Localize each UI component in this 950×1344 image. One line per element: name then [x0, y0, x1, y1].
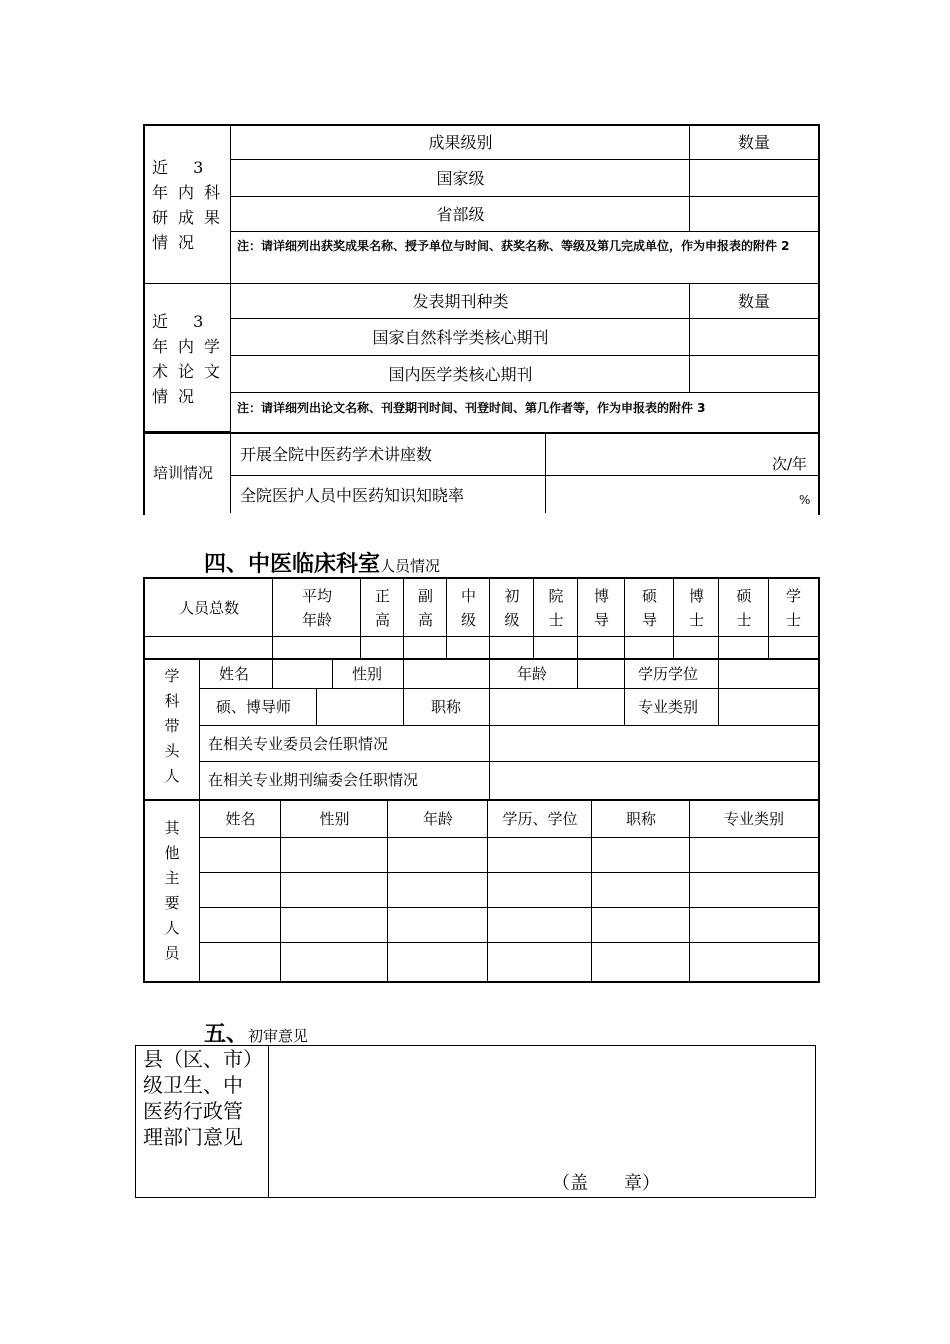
- research-row-provincial-text: 省部级: [436, 205, 485, 224]
- section5-heading: [204, 1017, 308, 1048]
- papers-note: 注：请详细列出论文名称、刊登期刊时间、刊登时间、第几作者等，作为申报表的附件 3: [237, 401, 706, 415]
- leader-title-label: 职称: [431, 698, 462, 716]
- research-header-count-text: 数量: [737, 133, 770, 152]
- others-header-specialty: 专业类别: [723, 810, 784, 828]
- leader-name-value[interactable]: [273, 660, 333, 689]
- section4-subtitle: 人员情况: [380, 557, 441, 575]
- review-seal: （盖 章）: [552, 1173, 660, 1194]
- research-note-rule: [231, 232, 818, 284]
- papers-header-type-text: 发表期刊种类: [412, 292, 509, 311]
- staff-header-total: 人员总数: [178, 599, 239, 617]
- others-row[interactable]: [200, 873, 818, 908]
- papers-row-medical-text: 国内医学类核心期刊: [388, 365, 533, 384]
- leader-supervisor-label: 硕、博导师: [216, 698, 292, 716]
- staff-header-phd: 博 士: [688, 587, 704, 629]
- research-row-national-count[interactable]: [690, 160, 818, 197]
- training-row-lectures-label: 开展全院中医药学术讲座数: [240, 445, 433, 464]
- others-header-age: 年龄: [422, 810, 453, 828]
- leader-supervisor-value[interactable]: [317, 689, 404, 726]
- papers-row-natural-science-count[interactable]: [690, 319, 818, 356]
- research-row-national-text: 国家级: [436, 169, 485, 188]
- leader-specialty-value[interactable]: [719, 689, 818, 726]
- papers-header-count-text: 数量: [737, 292, 770, 311]
- research-header-level-text: 成果级别: [428, 133, 493, 152]
- leader-block-rule: [145, 762, 818, 801]
- leader-age-label: 年龄: [517, 665, 548, 683]
- staff-header-phd-supervisor: 博 导: [593, 587, 609, 629]
- section4-heading: [204, 547, 440, 578]
- papers-row-medical-count[interactable]: [690, 356, 818, 393]
- section5-title: 五、: [204, 1022, 249, 1047]
- section4-title: 四、中医临床科室: [204, 552, 381, 577]
- staff-header-mid: 中 级: [460, 587, 476, 629]
- leader-committee-label: 在相关专业委员会任职情况: [208, 735, 389, 753]
- staff-header-senior: 正 高: [374, 587, 390, 629]
- staff-header-master: 硕 士: [736, 587, 752, 629]
- leader-label: 学 科 带 头 人: [164, 667, 180, 785]
- leader-gender-label: 性别: [352, 665, 383, 683]
- others-label: 其 他 主 要 人 员: [164, 819, 180, 962]
- staff-header-ms-supervisor: 硕 导: [641, 587, 657, 629]
- training-row-lectures-unit: 次/年: [772, 455, 808, 473]
- research-note: 注：请详细列出获奖成果名称、授予单位与时间、获奖名称、等级及第几完成单位，作为申报表的附件 2: [237, 239, 790, 253]
- leader-education-value[interactable]: [719, 660, 818, 689]
- review-opinion-field[interactable]: [269, 1046, 815, 1197]
- papers-row-natural-science-text: 国家自然科学类核心期刊: [372, 328, 549, 347]
- staff-header-bachelor: 学 士: [785, 587, 801, 629]
- others-row[interactable]: [200, 908, 818, 943]
- others-header-education: 学历、学位: [502, 810, 578, 828]
- research-row-provincial-count[interactable]: [690, 197, 818, 232]
- leader-committee-value[interactable]: [490, 726, 818, 762]
- others-header-title: 职称: [625, 810, 656, 828]
- staff-header-assoc: 副 高: [417, 587, 433, 629]
- staff-header-junior: 初 级: [504, 587, 520, 629]
- training-label: 培训情况: [153, 464, 214, 482]
- staff-header-avg-age: 平均 年龄: [301, 587, 332, 629]
- staff-header-academician: 院 士: [548, 587, 564, 629]
- training-row-awareness-unit: %: [799, 493, 811, 507]
- leader-education-label: 学历学位: [638, 665, 699, 683]
- papers-note-rule: [145, 393, 818, 434]
- leader-editorial-label: 在相关专业期刊编委会任职情况: [208, 771, 419, 789]
- others-header-gender: 性别: [319, 810, 350, 828]
- leader-age-value[interactable]: [578, 660, 625, 689]
- leader-gender-value[interactable]: [404, 660, 490, 689]
- others-row[interactable]: [200, 838, 818, 873]
- papers-label: 近 3 年内学术论文情况: [152, 312, 231, 406]
- section5-subtitle: 初审意见: [248, 1027, 309, 1045]
- research-label: 近 3 年内科研成果情况: [152, 158, 231, 252]
- training-row-awareness-value[interactable]: [546, 476, 818, 513]
- others-row[interactable]: [200, 943, 818, 981]
- training-row-awareness-label: 全院医护人员中医药知识知晓率: [240, 486, 465, 505]
- leader-name-label: 姓名: [219, 665, 250, 683]
- leader-title-value[interactable]: [490, 689, 625, 726]
- leader-specialty-label: 专业类别: [638, 698, 699, 716]
- review-label: 县（区、市） 级卫生、中 医药行政管 理部门意见: [143, 1047, 263, 1149]
- others-header-name: 姓名: [225, 810, 256, 828]
